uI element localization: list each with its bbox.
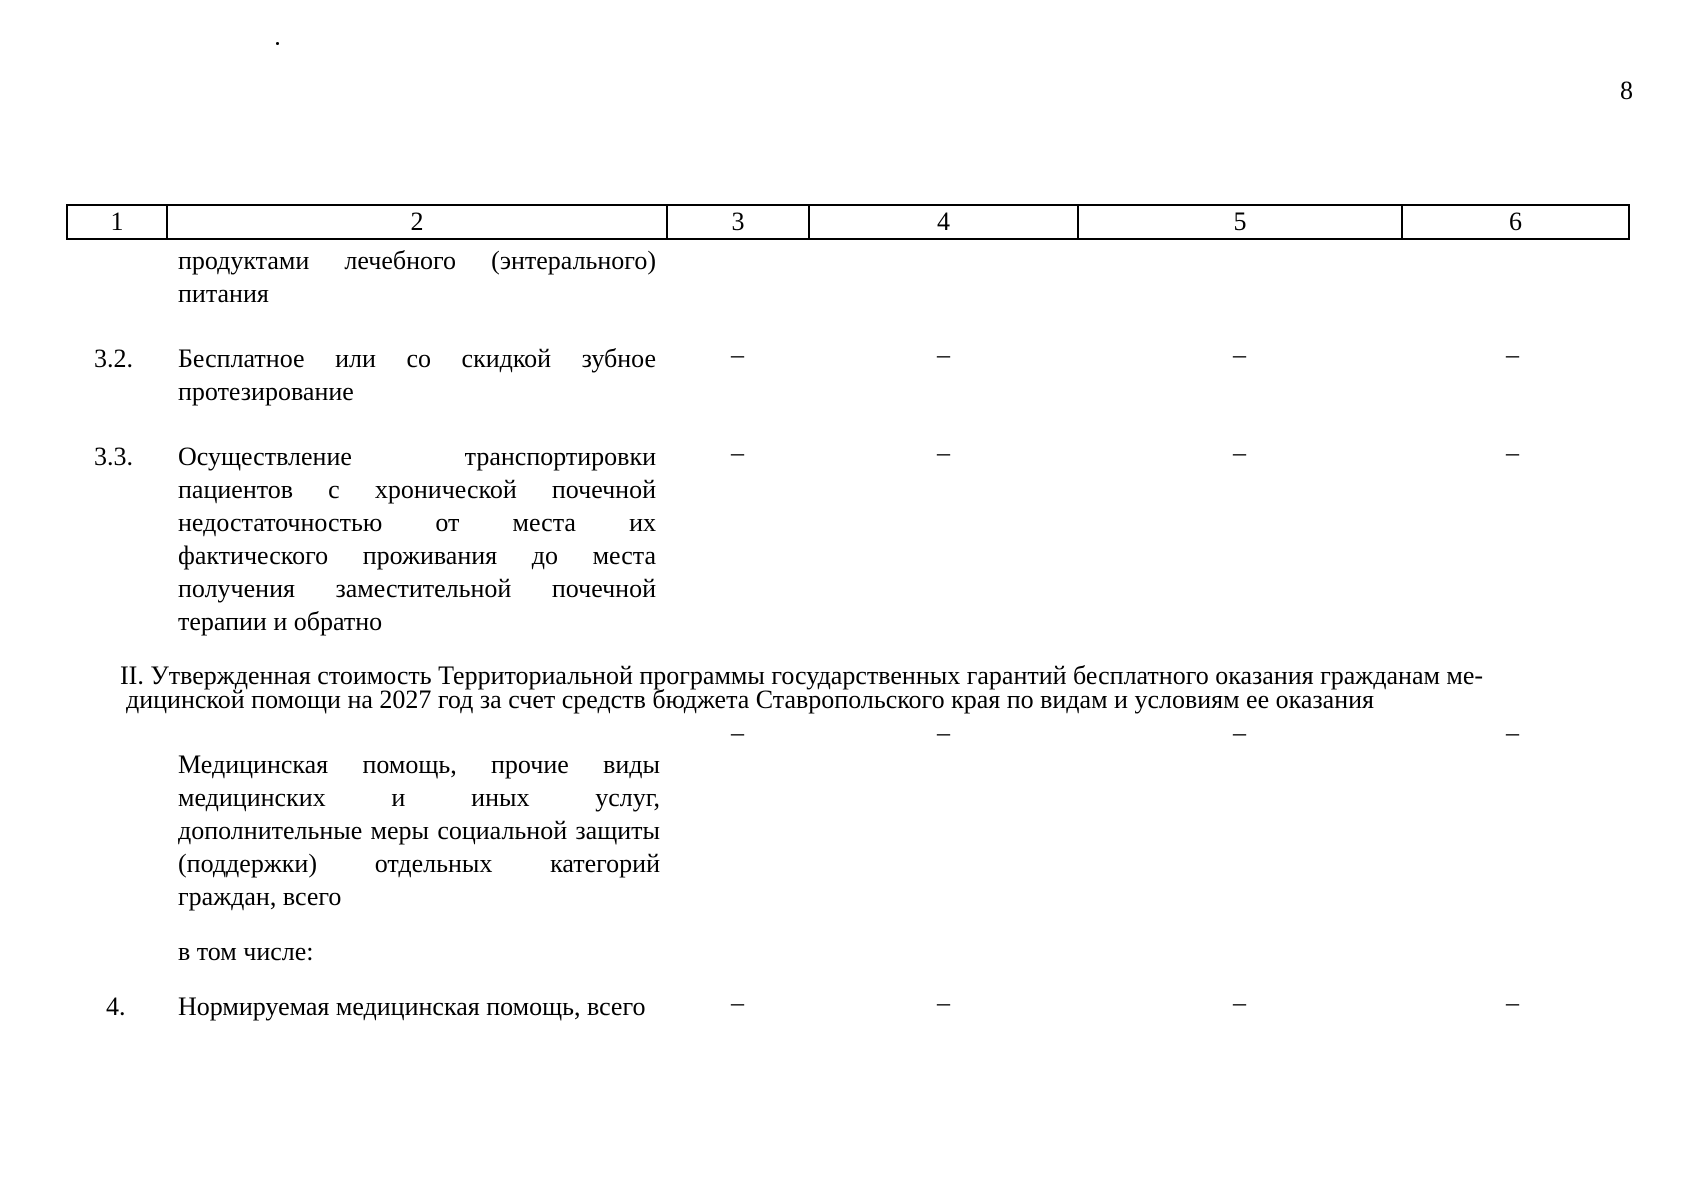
- value-col-5: –: [1233, 718, 1246, 747]
- value-col-4: –: [937, 988, 950, 1017]
- value-col-5: –: [1233, 340, 1246, 369]
- value-col-3: –: [731, 718, 744, 747]
- column-header: 1: [67, 205, 167, 239]
- scan-speck: [276, 42, 279, 45]
- section-heading-line: II. Утвержденная стоимость Территориальной программы государственных гарантий бесплатного оказания гражданам ме-: [120, 661, 1484, 690]
- row-text-continuation: продуктами лечебного (энтерального) питания: [178, 246, 656, 308]
- value-col-4: –: [937, 718, 950, 747]
- value-col-5: –: [1233, 438, 1246, 467]
- row-number: 3.3.: [94, 442, 133, 471]
- value-col-6: –: [1506, 340, 1519, 369]
- column-header-row: [67, 205, 1629, 239]
- value-col-6: –: [1506, 718, 1519, 747]
- value-col-5: –: [1233, 988, 1246, 1017]
- value-col-4: –: [937, 438, 950, 467]
- page-number: 8: [1620, 76, 1633, 105]
- total-row-text: Медицинская помощь, прочие виды медицинских и иных услуг, дополнительные меры социальной защиты (поддержки) отдельных категорий граждан, всего: [178, 750, 660, 911]
- column-header: 3: [667, 205, 809, 239]
- row-number: 3.2.: [94, 344, 133, 373]
- value-col-3: –: [731, 438, 744, 467]
- column-header: 2: [167, 205, 667, 239]
- row-text: Бесплатное или со скидкой зубное протезирование: [178, 344, 656, 406]
- column-header-table: [66, 204, 1630, 240]
- including-label: в том числе:: [178, 937, 314, 966]
- row-number: 4.: [106, 992, 126, 1021]
- section-heading: [120, 661, 1628, 714]
- row-text: Нормируемая медицинская помощь, всего: [178, 992, 646, 1021]
- value-col-3: –: [731, 340, 744, 369]
- row-text: Осуществление транспортировки пациентов с хронической почечной недостаточностью от места их фактического проживания до места получения заместительной почечной терапии и обратно: [178, 442, 656, 636]
- column-header: 6: [1402, 205, 1629, 239]
- section-heading-line: дицинской помощи на 2027 год за счет средств бюджета Ставропольского края по видам и условиям ее оказания: [126, 685, 1375, 714]
- column-header: 5: [1078, 205, 1402, 239]
- value-col-4: –: [937, 340, 950, 369]
- column-header: 4: [809, 205, 1078, 239]
- value-col-6: –: [1506, 438, 1519, 467]
- value-col-3: –: [731, 988, 744, 1017]
- value-col-6: –: [1506, 988, 1519, 1017]
